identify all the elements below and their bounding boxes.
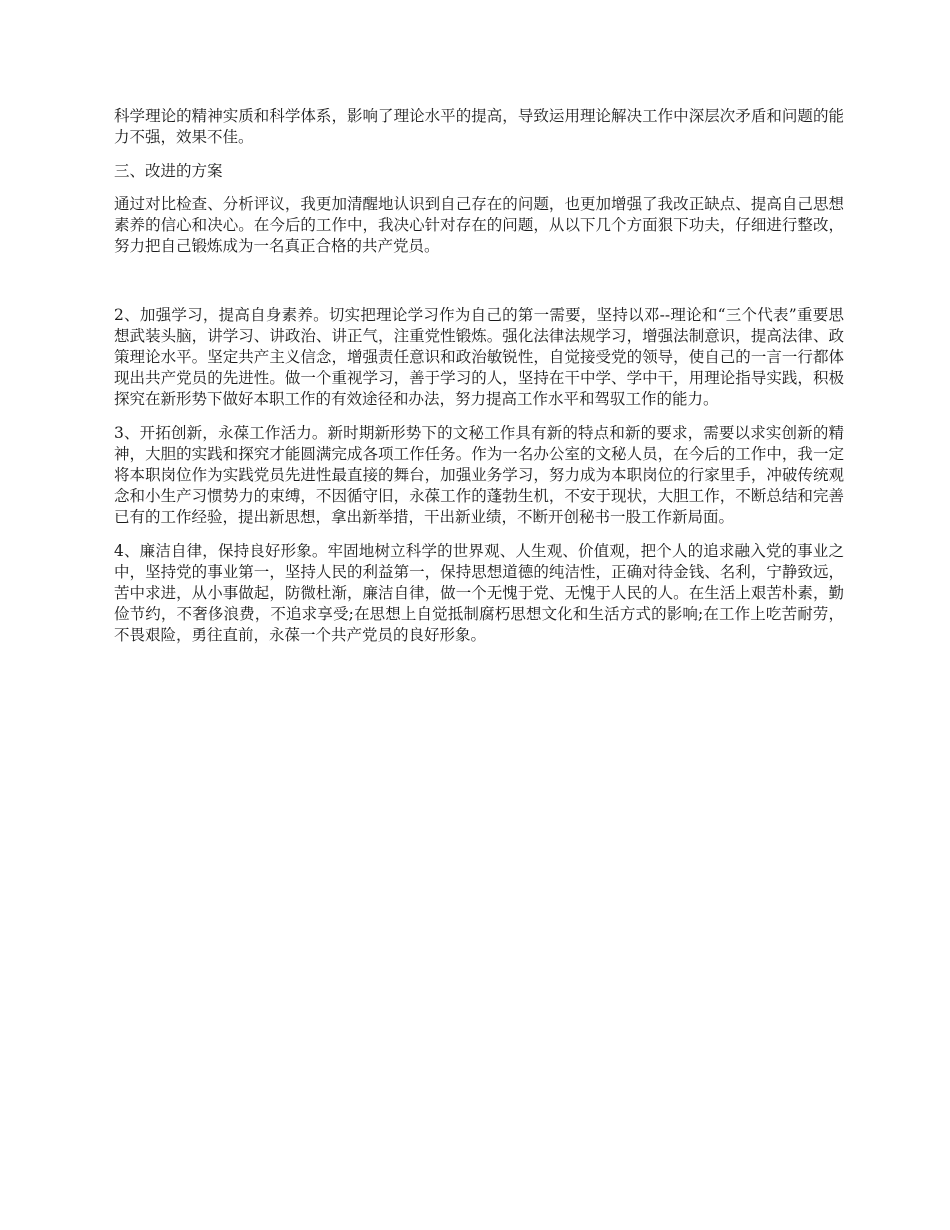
paragraph-item-3: 3、开拓创新，永葆工作活力。新时期新形势下的文秘工作具有新的特点和新的要求，需要以求实创新的精神，大胆的实践和探究才能圆满完成各项工作任务。作为一名办公室的文秘人员，在今后的工作中，我一定将本职岗位作为实践党员先进性最直接的舞台，加强业务学习，努力成为本职岗位的行家里手，冲破传统观念和小生产习惯势力的束缚，不因循守旧，永葆工作的蓬勃生机，不安于现状，大胆工作，不断总结和完善已有的工作经验，提出新思想，拿出新举措，干出新业绩，不断开创秘书一股工作新局面。 <box>114 424 844 526</box>
paragraph-overview: 通过对比检查、分析评议，我更加清醒地认识到自己存在的问题，也更加增强了我改正缺点、提高自己思想素养的信心和决心。在今后的工作中，我决心针对存在的问题，从以下几个方面狠下功夫，仔细进行整改，努力把自己锻炼成为一名真正合格的共产党员。 <box>114 195 844 255</box>
paragraph-intro-tail: 科学理论的精神实质和科学体系，影响了理论水平的提高，导致运用理论解决工作中深层次矛盾和问题的能力不强，效果不佳。 <box>114 107 844 146</box>
paragraph-item-2: 2、加强学习，提高自身素养。切实把理论学习作为自己的第一需要，坚持以邓--理论和“三个代表”重要思想武装头脑，讲学习、讲政治、讲正气，注重党性锻炼。强化法律法规学习，增强法制意识，提高法律、政策理论水平。坚定共产主义信念，增强责任意识和政治敏锐性，自觉接受党的领导，使自己的一言一行都体现出共产党员的先进性。做一个重视学习，善于学习的人，坚持在干中学、学中干，用理论指导实践，积极探究在新形势下做好本职工作的有效途径和办法，努力提高工作水平和驾驭工作的能力。 <box>114 306 844 408</box>
section-heading: 三、改进的方案 <box>114 162 223 180</box>
paragraph-item-4: 4、廉洁自律，保持良好形象。牢固地树立科学的世界观、人生观、价值观，把个人的追求融入党的事业之中，坚持党的事业第一，坚持人民的利益第一，保持思想道德的纯洁性，正确对待金钱、名利，宁静致远，苦中求进，从小事做起，防微杜渐，廉洁自律，做一个无愧于党、无愧于人民的人。在生活上艰苦朴素，勤俭节约，不奢侈浪费，不追求享受;在思想上自觉抵制腐朽思想文化和生活方式的影响;在工作上吃苦耐劳，不畏艰险，勇往直前，永葆一个共产党员的良好形象。 <box>114 542 844 644</box>
document-page <box>114 106 844 646</box>
